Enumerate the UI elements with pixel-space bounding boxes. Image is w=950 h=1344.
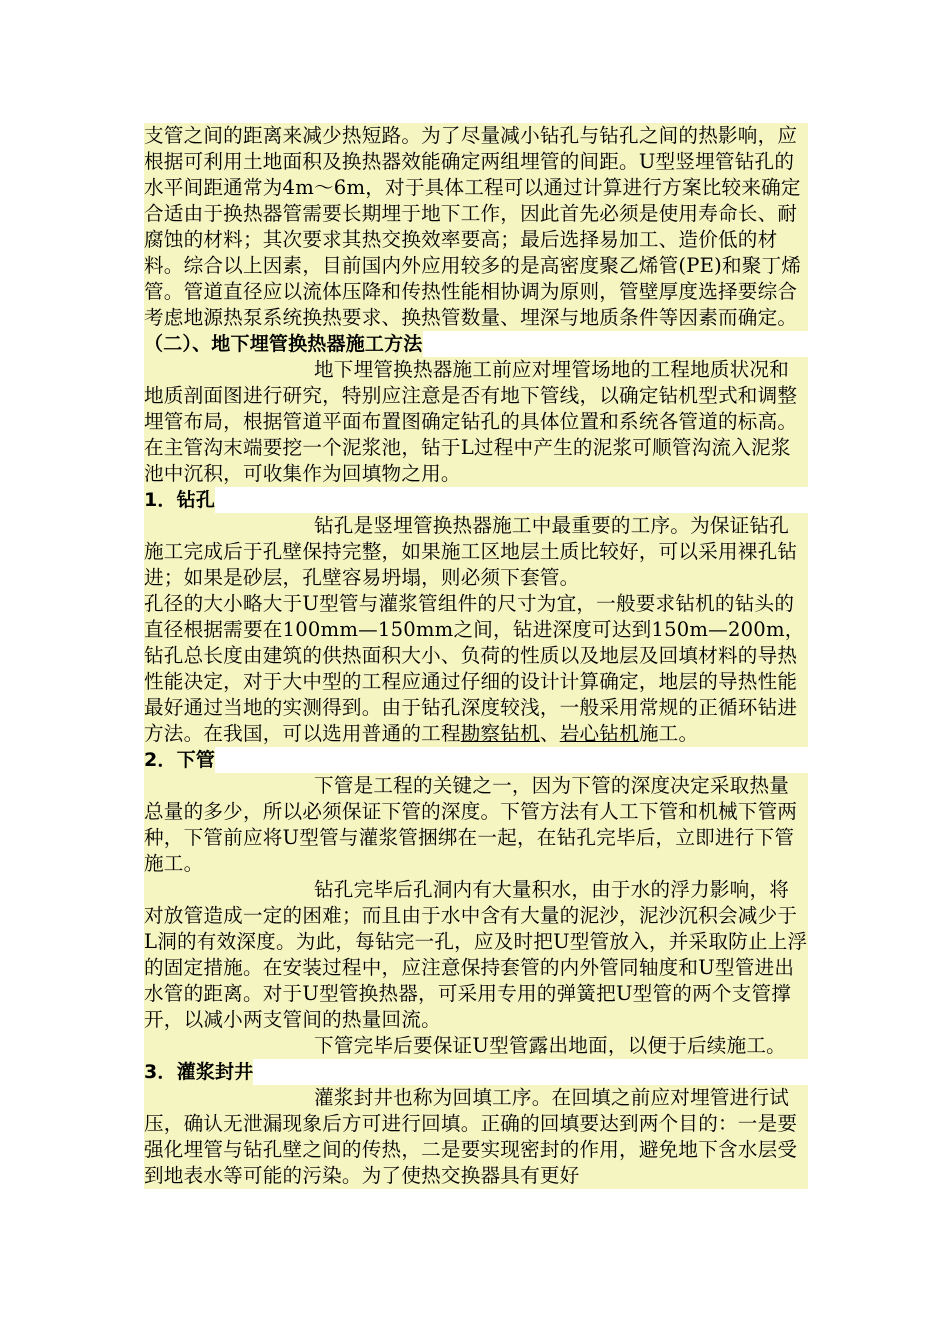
drill-size-tail: 施工。	[638, 722, 699, 745]
subheading-drilling-text: 1．钻孔	[144, 489, 216, 511]
paragraph-pipe-lowering: 下管是工程的关键之一，因为下管的深度决定采取热量总量的多少，所以必须保证下管的深度。下管方法有人工下管和机械下管两种，下管前应将U型管与灌浆管捆绑在一起，在钻孔完毕后，立即进行下管施工。	[144, 773, 808, 877]
separator-text: 、	[539, 722, 560, 745]
subheading-drilling	[144, 487, 808, 513]
paragraph-drilling-process: 钻孔是竖埋管换热器施工中最重要的工序。为保证钻孔施工完成后于孔壁保持完整，如果施工区地层土质比较好，可以采用裸孔钻进；如果是砂层，孔壁容易坍塌，则必须下套管。	[144, 513, 808, 591]
subheading-grouting-text: 3．灌浆封井	[144, 1061, 254, 1083]
subheading-pipe-lowering-text: 2．下管	[144, 749, 216, 771]
link-core-drill[interactable]: 岩心钻机	[559, 722, 639, 745]
section-heading	[144, 331, 808, 357]
paragraph-construction-prep: 地下埋管换热器施工前应对埋管场地的工程地质状况和地质剖面图进行研究，特别应注意是否有地下管线，以确定钻机型式和调整埋管布局，根据管道平面布置图确定钻孔的具体位置和系统各管道的标高。在主管沟末端要挖一个泥浆池，钻于L过程中产生的泥浆可顺管沟流入泥浆池中沉积，可收集作为回填物之用。	[144, 357, 808, 487]
drill-size-text: 孔径的大小略大于U型管与灌浆管组件的尺寸为宜，一般要求钻机的钻头的直径根据需要在100mm—150mm之间，钻进深度可达到150m—200m，钻孔总长度由建筑的供热面积大小、负荷的性质以及地层及回填材料的导热性能决定，对于大中型的工程应通过仔细的设计计算确定，地层的导热性能最好通过当地的实测得到。由于钻孔深度较浅，一般采用常规的正循环钻进方法。在我国，可以选用普通的工程	[144, 592, 805, 745]
paragraph-water-buoyancy: 钻孔完毕后孔洞内有大量积水，由于水的浮力影响，将对放管造成一定的困难；而且由于水中含有大量的泥沙，泥沙沉积会减少于L洞的有效深度。为此，每钻完一孔，应及时把U型管放入，并采取防止上浮的固定措施。在安装过程中，应注意保持套管的内外管同轴度和U型管进出水管的距离。对于U型管换热器，可采用专用的弹簧把U型管的两个支管撑开，以减小两支管间的热量回流。	[144, 878, 808, 1031]
subheading-pipe-lowering	[144, 747, 808, 773]
paragraph-grouting: 灌浆封井也称为回填工序。在回填之前应对埋管进行试压，确认无泄漏现象后方可进行回填。正确的回填要达到两个目的：一是要强化埋管与钻孔壁之间的传热，二是要实现密封的作用，避免地下含水层受到地表水等可能的污染。为了使热交换器具有更好	[144, 1085, 808, 1189]
link-survey-drill[interactable]: 勘察钻机	[460, 722, 540, 745]
paragraph-drill-size	[144, 591, 808, 747]
section-heading-text: （二）、地下埋管换热器施工方法	[144, 333, 423, 355]
document-body	[144, 123, 808, 1189]
paragraph-pipe-exposed: 下管完毕后要保证U型管露出地面，以便于后续施工。	[144, 1033, 808, 1059]
paragraph-design-intro: 支管之间的距离来减少热短路。为了尽量减小钻孔与钻孔之间的热影响，应根据可利用土地面积及换热器效能确定两组埋管的间距。U型竖埋管钻孔的水平间距通常为4m～6m，对于具体工程可以通过计算进行方案比较来确定合适由于换热器管需要长期埋于地下工作，因此首先必须是使用寿命长、耐腐蚀的材料；其次要求其热交换效率要高；最后选择易加工、造价低的材料。综合以上因素，目前国内外应用较多的是高密度聚乙烯管(PE)和聚丁烯管。管道直径应以流体压降和传热性能相协调为原则，管壁厚度选择要综合考虑地源热泵系统换热要求、换热管数量、埋深与地质条件等因素而确定。	[144, 123, 808, 331]
subheading-grouting	[144, 1059, 808, 1085]
